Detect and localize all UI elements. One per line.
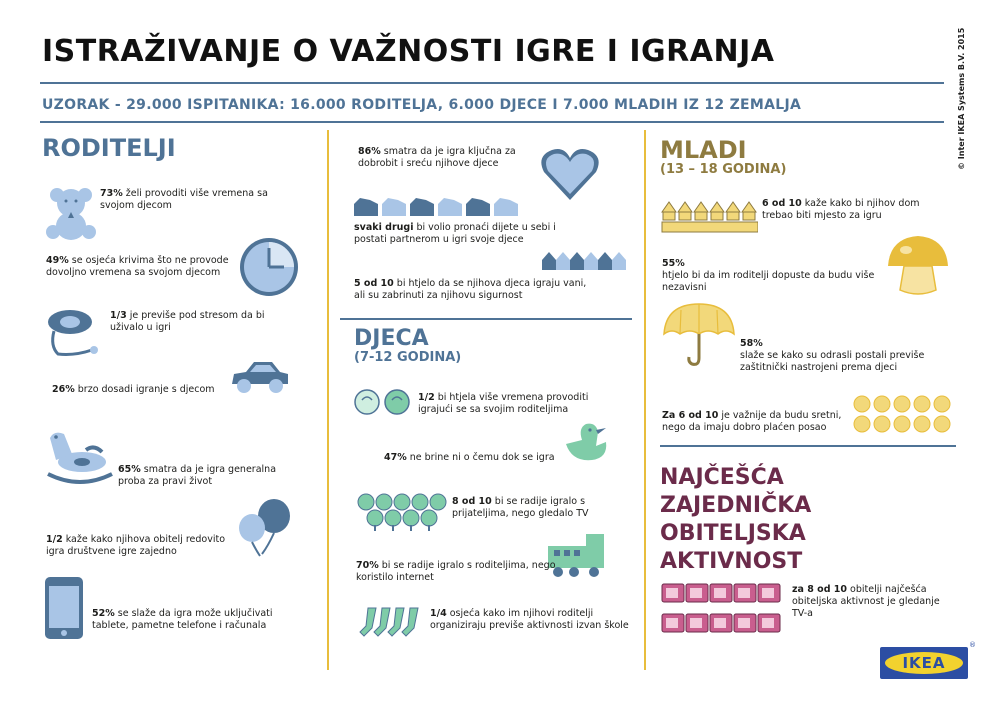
socks-icon <box>358 606 422 640</box>
umbrella-icon <box>662 302 736 368</box>
mladi-stat-3: 58% slaže se kako su odrasli postali previše zaštitnički nastrojeni prema djeci <box>740 338 925 373</box>
djeca-heading: DJECA <box>354 326 429 351</box>
header-rule-bottom <box>40 121 944 123</box>
roditelji-stat-5: 65% smatra da je igra generalna proba za pravi život <box>118 464 277 487</box>
mladi-stat-4: Za 6 od 10 je važnije da budu sretni, nego da imaju dobro plaćen posao <box>662 410 842 433</box>
copyright-note: © Inter IKEA Systems B.V. 2015 <box>957 27 966 170</box>
roditelji-heading: RODITELJI <box>42 134 176 162</box>
trees-icon <box>356 492 448 532</box>
yo-yo-icon <box>44 306 100 360</box>
marbles-icon <box>354 388 412 416</box>
djeca-rule <box>340 318 632 320</box>
mushroom-icon <box>886 234 950 298</box>
aktivnost-stat: za 8 od 10 obitelji najčešća obiteljska aktivnost je gledanje TV-a <box>792 584 940 619</box>
divider-left <box>327 130 329 670</box>
roditelji-stat-1: 73% želi provoditi više vremena sa svojom djecom <box>100 188 268 211</box>
smiley-icon <box>852 394 952 434</box>
aktivnost-rule <box>660 445 956 447</box>
middle-stat-3: 5 od 10 bi htjelo da se njihova djeca igraju vani, ali su zabrinuti za njihovu sigurnost <box>354 278 587 301</box>
roditelji-stat-4: 26% brzo dosadi igranje s djecom <box>52 384 215 395</box>
djeca-stat-3: 8 od 10 bi se radije igralo s prijateljima, nego gledalo TV <box>452 496 589 519</box>
roditelji-stat-3: 1/3 je previše pod stresom da bi uživalo u igri <box>110 310 265 333</box>
djeca-stat-2: 47% ne brine ni o čemu dok se igra <box>384 452 555 463</box>
page-title: ISTRAŽIVANJE O VAŽNOSTI IGRE I IGRANJA <box>42 34 775 69</box>
teddy-bear-icon <box>44 186 102 244</box>
rocking-horse-icon <box>42 428 118 488</box>
header-rule-top <box>40 82 944 84</box>
djeca-stat-5: 1/4 osjeća kako im njihovi roditelji organiziraju previše aktivnosti izvan škole <box>430 608 629 631</box>
clock-icon <box>238 236 300 298</box>
roditelji-stat-6: 1/2 kaže kako njihova obitelj redovito igra društvene igre zajedno <box>46 534 226 557</box>
aktivnost-heading: NAJČEŠĆA ZAJEDNIČKA OBITELJSKA AKTIVNOST <box>660 465 812 574</box>
smartphone-icon <box>44 576 84 640</box>
middle-stat-2: svaki drugi bi volio pronaći dijete u sebi i postati partnerom u igri svoje djece <box>354 222 556 245</box>
mladi-stat-2: 55% htjelo bi da im roditelji dopuste da budu više nezavisni <box>662 258 875 293</box>
heart-icon <box>538 144 602 204</box>
djeca-stat-4: 70% bi se radije igralo s roditeljima, nego koristilo internet <box>356 560 556 583</box>
middle-stat-1: 86% smatra da je igra ključna za dobrobit i sreću njihove djece <box>358 146 516 169</box>
divider-right <box>644 130 646 670</box>
roditelji-stat-7: 52% se slaže da igra može uključivati tablete, pametne telefone i računala <box>92 608 273 631</box>
houses-icon <box>540 244 630 278</box>
djeca-stat-1: 1/2 bi htjela više vremena provoditi igrajući se sa svojim roditeljima <box>418 392 589 415</box>
parent-child-icon <box>352 196 524 218</box>
page-subtitle: UZORAK - 29.000 ISPITANIKA: 16.000 RODITELJA, 6.000 DJECE I 7.000 MLADIH IZ 12 ZEMALJA <box>42 97 802 113</box>
roditelji-stat-2: 49% se osjeća krivima što ne provode dovoljno vremena sa svojom djecom <box>46 255 229 278</box>
house-icon <box>660 198 758 234</box>
ikea-logo: IKEA ® <box>880 647 968 679</box>
mladi-heading: MLADI <box>660 136 747 164</box>
mladi-subheading: (13 – 18 GODINA) <box>660 162 787 177</box>
djeca-subheading: (7-12 GODINA) <box>354 350 462 365</box>
tv-icon <box>660 578 786 638</box>
toy-car-icon <box>228 356 290 396</box>
mladi-stat-1: 6 od 10 kaže kako bi njihov dom trebao biti mjesto za igru <box>762 198 920 221</box>
